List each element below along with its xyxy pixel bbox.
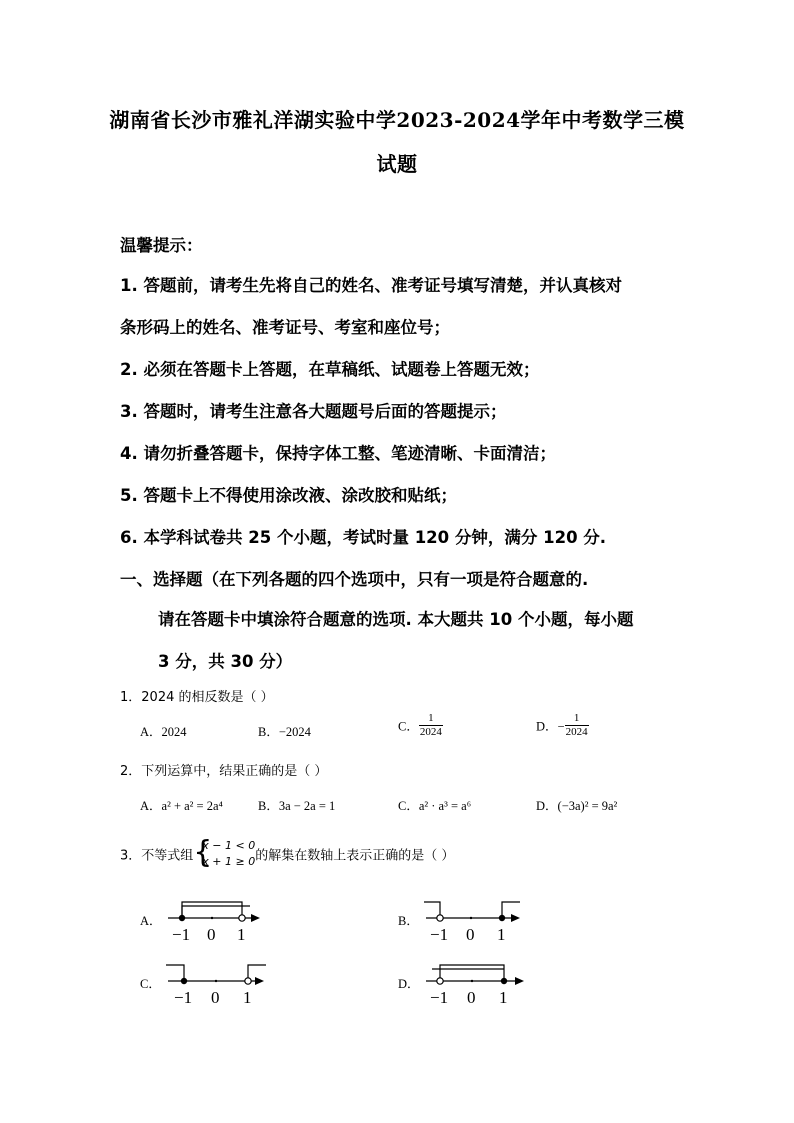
axis-arrow-icon — [515, 977, 524, 985]
q1-option-b: B．−2024 — [258, 725, 311, 739]
q2-option-a: A．a² + a² = 2a⁴ — [140, 799, 223, 813]
tick-0 — [471, 980, 473, 982]
tick-label: 1 — [243, 988, 252, 1007]
question-1-stem: 1．2024 的相反数是（ ） — [120, 690, 274, 705]
q1-option-d — [536, 712, 589, 739]
solution-bracket — [182, 902, 242, 918]
tick-0 — [470, 917, 472, 919]
brace-icon: { — [193, 835, 213, 870]
tick-label: 0 — [466, 925, 475, 944]
q3-option-a-number-line — [160, 892, 270, 944]
ray-right — [248, 965, 266, 979]
axis-arrow-icon — [251, 914, 260, 922]
axis-arrow-icon — [511, 914, 520, 922]
tick-label: 1 — [237, 925, 246, 944]
inequality-1: x − 1 < 0 — [202, 839, 256, 852]
q3-option-b-label: B． — [398, 914, 419, 928]
page-title: 湖南省长沙市雅礼洋湖实验中学2023-2024学年中考数学三模 — [109, 108, 685, 132]
tick-label: 0 — [211, 988, 220, 1007]
tick-0 — [215, 980, 217, 982]
notice-item-4: 4. 请勿折叠答题卡，保持字体工整、笔迹清晰、卡面清洁； — [120, 444, 556, 463]
notice-item-1: 1. 答题前，请考生先将自己的姓名、准考证号填写清楚，并认真核对 — [120, 276, 622, 295]
notice-item-3: 3. 答题时，请考生注意各大题题号后面的答题提示； — [120, 402, 507, 421]
tick-0 — [211, 917, 213, 919]
notice-item-6: 6. 本学科试卷共 25 个小题，考试时量 120 分钟，满分 120 分. — [120, 528, 607, 547]
ray-right — [182, 906, 250, 916]
q2-option-d: D．(−3a)² = 9a² — [536, 799, 618, 813]
ray-left — [166, 965, 184, 979]
solution-bracket — [440, 965, 504, 981]
closed-dot-1 — [501, 978, 507, 984]
tick-label: −1 — [174, 988, 193, 1007]
question-3-stem — [120, 835, 455, 870]
fraction-denominator: 2024 — [565, 726, 588, 738]
notice-item-2: 2. 必须在答题卡上答题，在草稿纸、试题卷上答题无效； — [120, 360, 540, 379]
closed-dot-1 — [499, 915, 505, 921]
tick-label: 1 — [497, 925, 506, 944]
section-heading-line3: 3 分，共 30 分） — [158, 652, 293, 671]
q1-option-d-fraction — [565, 712, 589, 739]
open-dot-1 — [245, 978, 251, 984]
q3-option-c-number-line — [162, 955, 274, 1007]
fraction-denominator: 2024 — [419, 726, 442, 738]
q3-option-b-number-line — [420, 892, 530, 944]
tick-label: −1 — [430, 925, 449, 944]
axis-arrow-icon — [255, 977, 264, 985]
open-dot-neg1 — [437, 978, 443, 984]
q2-option-b: B．3a − 2a = 1 — [258, 799, 336, 813]
ray-right — [502, 902, 520, 916]
q3-stem-pre: 3．不等式组 — [120, 848, 194, 864]
question-2-stem: 2．下列运算中，结果正确的是（ ） — [120, 764, 328, 779]
inequality-2: x + 1 ≥ 0 — [202, 855, 256, 868]
q3-option-d-label: D． — [398, 977, 420, 991]
ray-left — [424, 902, 440, 916]
q3-stem-post: 的解集在数轴上表示正确的是（ ） — [255, 848, 455, 864]
q2-option-c: C．a² · a³ = a⁶ — [398, 799, 472, 813]
q1-option-d-label: D．− — [536, 719, 565, 734]
fraction-numerator: 1 — [428, 712, 434, 724]
q3-option-c-label: C． — [140, 977, 161, 991]
tick-label: 1 — [499, 988, 508, 1007]
notice-item-1-cont: 条形码上的姓名、准考证号、考室和座位号； — [120, 318, 450, 337]
section-heading-line2: 请在答题卡中填涂符合题意的选项. 本大题共 10 个小题，每小题 — [158, 610, 634, 629]
page-title-line2: 试题 — [376, 152, 418, 176]
closed-dot-neg1 — [179, 915, 185, 921]
notice-heading: 温馨提示： — [120, 236, 203, 255]
tick-label: 0 — [207, 925, 216, 944]
q1-option-a: A．2024 — [140, 725, 187, 739]
q3-option-a-label: A． — [140, 914, 162, 928]
q1-option-c-label: C． — [398, 719, 419, 734]
section-heading: 一、选择题（在下列各题的四个选项中，只有一项是符合题意的. — [120, 570, 589, 589]
tick-label: −1 — [172, 925, 191, 944]
notice-item-5: 5. 答题卡上不得使用涂改液、涂改胶和贴纸； — [120, 486, 457, 505]
q1-option-c — [398, 712, 443, 739]
open-dot-1 — [239, 915, 245, 921]
q3-option-d-number-line — [420, 955, 532, 1007]
inequality-system — [193, 835, 256, 870]
closed-dot-neg1 — [181, 978, 187, 984]
tick-label: −1 — [430, 988, 449, 1007]
q1-option-c-fraction — [419, 712, 443, 739]
tick-label: 0 — [467, 988, 476, 1007]
open-dot-neg1 — [437, 915, 443, 921]
fraction-numerator: 1 — [573, 712, 580, 724]
